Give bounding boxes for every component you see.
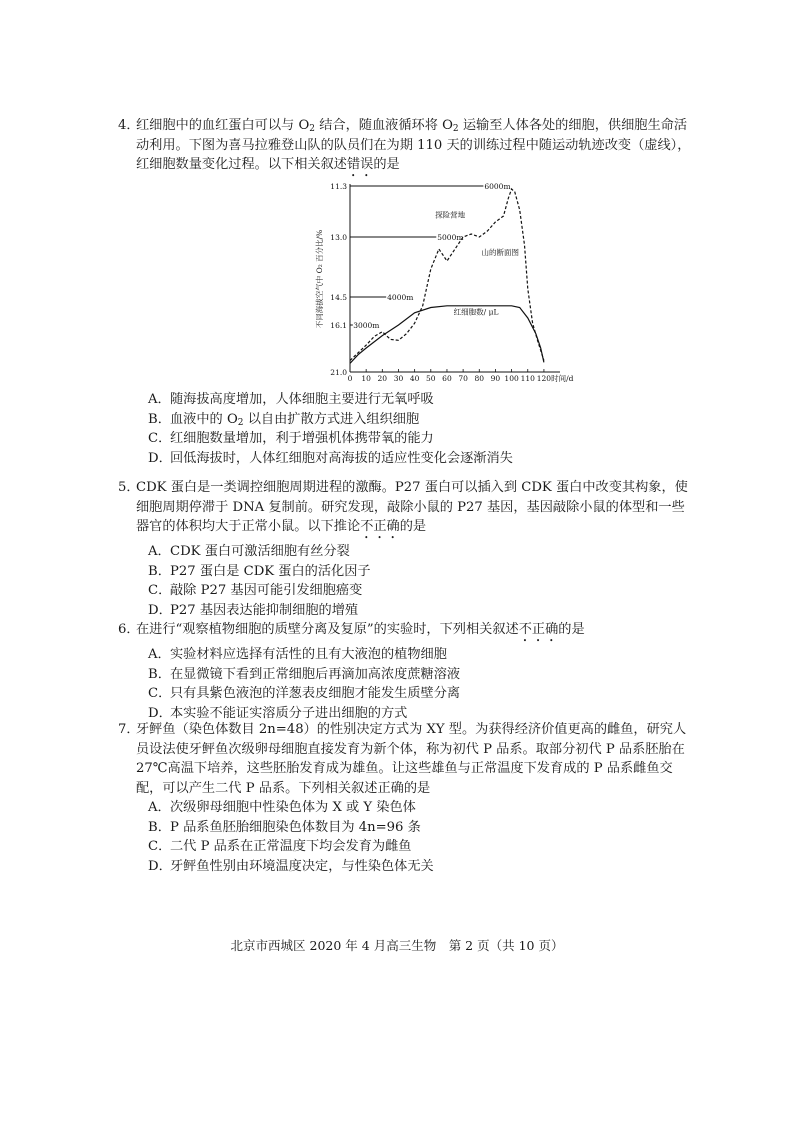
option-a: A．CDK 蛋白可激活细胞有丝分裂 bbox=[148, 544, 350, 559]
emphasis-text: 不正确 bbox=[360, 519, 400, 534]
option-c: C．敲除 P27 基因可能引发细胞癌变 bbox=[148, 583, 363, 598]
question-stem: 在进行“观察植物细胞的质壁分离及复原”的实验时，下列相关叙述不正确的是 bbox=[136, 622, 585, 637]
chart-svg bbox=[300, 176, 600, 391]
y-tick-label: 16.1 bbox=[330, 321, 347, 330]
emphasis-text: 不正确 bbox=[518, 622, 559, 637]
emphasis-text: 错误 bbox=[347, 157, 374, 172]
x-tick-label: 40 bbox=[409, 374, 420, 383]
chart bbox=[300, 176, 600, 391]
x-tick-label: 60 bbox=[442, 374, 452, 383]
question-6 bbox=[118, 620, 692, 723]
x-tick-label: 100 bbox=[504, 374, 519, 383]
annotation-rbc: 红细胞数/ μL bbox=[453, 307, 499, 317]
option-d: D．本实验不能证实溶质分子进出细胞的方式 bbox=[148, 705, 408, 721]
altitude-label: 5000m bbox=[437, 233, 464, 242]
altitude-label: 3000m bbox=[353, 321, 380, 330]
question-stem: 红细胞中的血红蛋白可以与 $O_2$ 结合，随血液循环将 $O_2$ 运输至人体各处的细胞，供细胞生命活动利用。下图为喜马拉雅登山队的队员们在为期 110 天的训练过程中随运动轨迹改变（虚线），红细胞数量变化过程。以下相关叙述错误的是 bbox=[136, 118, 691, 172]
y-tick-label: 21.0 bbox=[330, 368, 347, 377]
x-tick-label: 30 bbox=[393, 374, 404, 383]
option-a: A．次级卵母细胞中性染色体为 X 或 Y 染色体 bbox=[148, 800, 416, 815]
red-cell-count-line bbox=[350, 306, 544, 364]
option-d: D．回低海拔时，人体红细胞对高海拔的适应性变化会逐渐消失 bbox=[148, 450, 513, 466]
option-b: B．P27 蛋白是 CDK 蛋白的活化因子 bbox=[148, 563, 371, 579]
option-d: D．P27 基因表达能抑制细胞的增殖 bbox=[148, 602, 359, 618]
question-number: 4． bbox=[118, 118, 140, 133]
y-axis-label: 不同海拔空气中 O₂ 百分比/% bbox=[315, 229, 324, 329]
annotation-profile: 山的断面图 bbox=[481, 248, 520, 257]
option-c: C．只有具紫色液泡的洋葱表皮细胞才能发生质壁分离 bbox=[148, 686, 461, 701]
option-d: D．牙鲆鱼性别由环境温度决定，与性染色体无关 bbox=[148, 858, 434, 874]
question-stem: 牙鲆鱼（染色体数目 2n=48）的性别决定方式为 XY 型。为获得经济价值更高的雌鱼，研究人员设法使牙鲆鱼次级卵母细胞直接发育为新个体，称为初代 P 品系。取部分初代 P 品系胚胎在 27℃高温下培养，这些胚胎发育成为雄鱼。让这些雄鱼与正常温度下发育成的 P 品系雌鱼交配，可以产生二代 P 品系。下列相关叙述正确的是 bbox=[136, 722, 687, 796]
x-tick-label: 0 bbox=[347, 374, 353, 383]
option-b: B．P 品系鱼胚胎细胞染色体数目为 4n=96 条 bbox=[148, 819, 421, 835]
question-7 bbox=[118, 720, 692, 876]
y-tick-label: 11.3 bbox=[330, 182, 347, 191]
x-tick-label: 110 bbox=[520, 374, 535, 383]
question-stem: CDK 蛋白是一类调控细胞周期进程的激酶。P27 蛋白可以插入到 CDK 蛋白中改变其构象，使细胞周期停滞于 DNA 复制前。研究发现，敲除小鼠的 P27 基因，基因敲除小鼠的体型和一些器官的体积均大于正常小鼠。以下推论不正确的是 bbox=[136, 480, 688, 534]
question-4 bbox=[118, 116, 692, 180]
question-number: 5． bbox=[118, 480, 140, 495]
page-footer: 北京市西城区 2020 年 4 月高三生物 第 2 页（共 10 页） bbox=[230, 938, 564, 953]
question-4-options bbox=[136, 390, 692, 468]
option-c: C．二代 P 品系在正常温度下均会发育为雌鱼 bbox=[148, 839, 412, 854]
x-tick-label: 80 bbox=[474, 374, 485, 383]
option-c: C．红细胞数量增加，利于增强机体携带氧的能力 bbox=[148, 431, 434, 446]
x-tick-label: 10 bbox=[361, 374, 371, 383]
x-tick-label: 50 bbox=[426, 374, 436, 383]
option-b: B．在显微镜下看到正常细胞后再滴加高浓度蔗糖溶液 bbox=[148, 666, 461, 682]
y-tick-label: 14.5 bbox=[330, 293, 347, 302]
annotation-camp: 探险营地 bbox=[435, 210, 466, 220]
option-a: A．实验材料应选择有活性的且有大液泡的植物细胞 bbox=[148, 647, 447, 662]
x-tick-label: 70 bbox=[458, 374, 468, 383]
altitude-label: 6000m bbox=[484, 182, 511, 191]
x-axis-label: 时间/d bbox=[551, 374, 574, 383]
option-a: A．随海拔高度增加，人体细胞主要进行无氧呼吸 bbox=[148, 392, 434, 407]
option-b: B．血液中的 $O_2$ 以自由扩散方式进入组织细胞 bbox=[148, 411, 420, 428]
y-tick-label: 13.0 bbox=[330, 233, 347, 242]
question-5 bbox=[118, 478, 692, 620]
x-tick-label: 120 bbox=[536, 374, 552, 383]
question-number: 7． bbox=[118, 722, 140, 737]
question-number: 6． bbox=[118, 622, 140, 637]
altitude-label: 4000m bbox=[387, 293, 414, 302]
x-tick-label: 20 bbox=[377, 374, 388, 383]
x-tick-label: 90 bbox=[490, 374, 501, 383]
